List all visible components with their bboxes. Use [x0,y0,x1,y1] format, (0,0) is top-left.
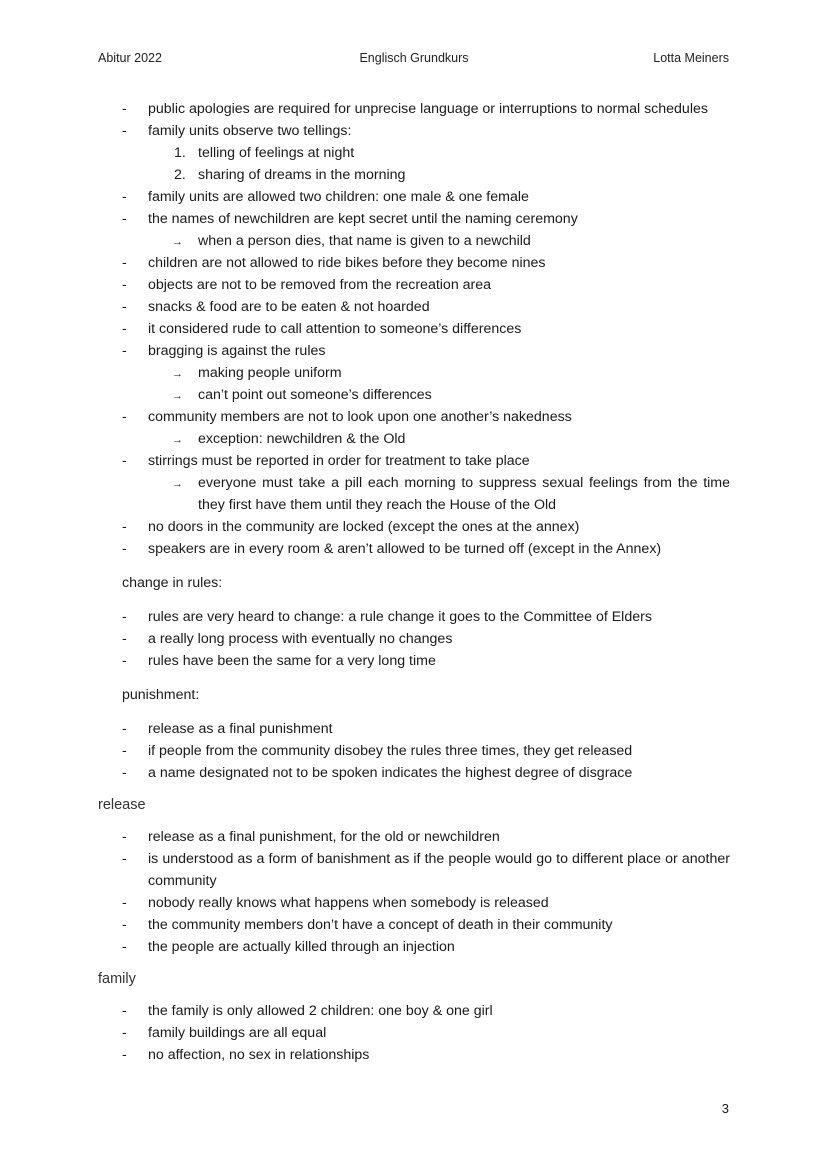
dash-bullet: - [122,1003,127,1019]
dash-bullet: - [122,851,127,867]
family-list [98,1000,730,1066]
list-item [98,762,730,784]
list-item [98,296,730,318]
item-number: 1. [174,145,186,161]
list-item-text: children are not allowed to ride bikes before they become nines [148,255,546,271]
list-item-text: snacks & food are to be eaten & not hoarded [148,299,430,315]
numbered-item [98,164,730,186]
list-item [98,274,730,296]
list-item-text: the family is only allowed 2 children: one boy & one girl [148,1003,493,1019]
dash-bullet: - [122,829,127,845]
right-arrow-icon: → [172,434,183,446]
list-item-text: public apologies are required for unprecise language or interruptions to normal schedules [148,101,708,117]
list-item [98,1000,730,1022]
list-item-text: family buildings are all equal [148,1025,327,1041]
list-item [98,892,730,914]
dash-bullet: - [122,721,127,737]
change-heading: change in rules: [122,575,223,591]
arrow-item [98,362,730,384]
list-item [98,98,730,120]
dash-bullet: - [122,743,127,759]
dash-bullet: - [122,453,127,469]
page-number: 3 [721,1101,729,1116]
list-item-text: community members are not to look upon one another’s nakedness [148,409,572,425]
dash-bullet: - [122,917,127,933]
list-item-text: no affection, no sex in relationships [148,1047,370,1063]
header-left: Abitur 2022 [98,51,162,65]
arrow-sublist [98,230,730,252]
list-item-text: release as a final punishment [148,721,333,737]
list-item [98,740,730,762]
family-heading: family [98,971,136,987]
list-item-text: rules have been the same for a very long time [148,653,436,669]
list-item [98,606,730,628]
list-item [98,826,730,848]
list-item [98,914,730,936]
list-item [98,340,730,362]
list-item-text: family units observe two tellings: [148,123,352,139]
release-heading: release [98,797,146,813]
list-item [98,936,730,958]
arrow-item-text: when a person dies, that name is given to a newchild [198,233,531,249]
arrow-sublist [98,428,730,450]
right-arrow-icon: → [172,236,183,248]
list-item-text: it considered rude to call attention to someone’s differences [148,321,522,337]
list-item-text: a really long process with eventually no changes [148,631,453,647]
dash-bullet: - [122,765,127,781]
list-item-text: rules are very heard to change: a rule change it goes to the Committee of Elders [148,609,652,625]
dash-bullet: - [122,211,127,227]
list-item-text: if people from the community disobey the rules three times, they get released [148,743,633,759]
dash-bullet: - [122,189,127,205]
dash-bullet: - [122,299,127,315]
right-arrow-icon: → [172,478,183,490]
dash-bullet: - [122,123,127,139]
release-list [98,826,730,958]
list-item [98,208,730,230]
dash-bullet: - [122,895,127,911]
list-item-text: the community members don’t have a concept of death in their community [148,917,613,933]
numbered-item [98,142,730,164]
dash-bullet: - [122,343,127,359]
list-item-text: speakers are in every room & aren’t allowed to be turned off (except in the Annex) [148,541,662,557]
list-item [98,538,730,560]
document-body [98,98,730,1066]
item-number: 2. [174,167,186,183]
dash-bullet: - [122,409,127,425]
dash-bullet: - [122,321,127,337]
list-item [98,1022,730,1044]
list-item [98,628,730,650]
punishment-list [98,718,730,784]
arrow-item [98,472,730,516]
change-list [98,606,730,672]
list-item-text: is understood as a form of banishment as if the people would go to different place or another community [148,851,730,889]
dash-bullet: - [122,653,127,669]
dash-bullet: - [122,631,127,647]
numbered-sublist [98,142,730,186]
dash-bullet: - [122,519,127,535]
header-right: Lotta Meiners [653,51,729,65]
numbered-item-text: sharing of dreams in the morning [198,167,406,183]
arrow-item [98,230,730,252]
numbered-item-text: telling of feelings at night [198,145,355,161]
list-item-text: objects are not to be removed from the recreation area [148,277,492,293]
arrow-item [98,428,730,450]
list-item [98,718,730,740]
list-item-text: nobody really knows what happens when somebody is released [148,895,549,911]
arrow-item-text: exception: newchildren & the Old [198,431,406,447]
arrow-sublist [98,472,730,516]
list-item [98,650,730,672]
dash-bullet: - [122,1025,127,1041]
list-item [98,186,730,208]
arrow-sublist [98,362,730,406]
list-item-text: a name designated not to be spoken indicates the highest degree of disgrace [148,765,633,781]
rules-list [98,98,730,560]
list-item [98,120,730,142]
header-center: Englisch Grundkurs [359,51,469,65]
dash-bullet: - [122,541,127,557]
list-item-text: the names of newchildren are kept secret until the naming ceremony [148,211,578,227]
right-arrow-icon: → [172,368,183,380]
dash-bullet: - [122,1047,127,1063]
list-item [98,848,730,892]
arrow-item-text: making people uniform [198,365,342,381]
list-item-text: bragging is against the rules [148,343,326,359]
arrow-item-text: everyone must take a pill each morning to suppress sexual feelings from the time they first have them until they reach the House of the Old [198,475,730,513]
list-item-text: the people are actually killed through an injection [148,939,455,955]
dash-bullet: - [122,939,127,955]
list-item [98,450,730,472]
dash-bullet: - [122,101,127,117]
list-item [98,252,730,274]
right-arrow-icon: → [172,390,183,402]
list-item-text: family units are allowed two children: one male & one female [148,189,529,205]
list-item-text: stirrings must be reported in order for treatment to take place [148,453,530,469]
arrow-item-text: can’t point out someone’s differences [198,387,432,403]
list-item [98,406,730,428]
dash-bullet: - [122,277,127,293]
list-item-text: no doors in the community are locked (except the ones at the annex) [148,519,580,535]
dash-bullet: - [122,255,127,271]
arrow-item [98,384,730,406]
list-item [98,1044,730,1066]
dash-bullet: - [122,609,127,625]
punishment-heading: punishment: [122,687,200,703]
list-item [98,516,730,538]
list-item-text: release as a final punishment, for the old or newchildren [148,829,500,845]
list-item [98,318,730,340]
